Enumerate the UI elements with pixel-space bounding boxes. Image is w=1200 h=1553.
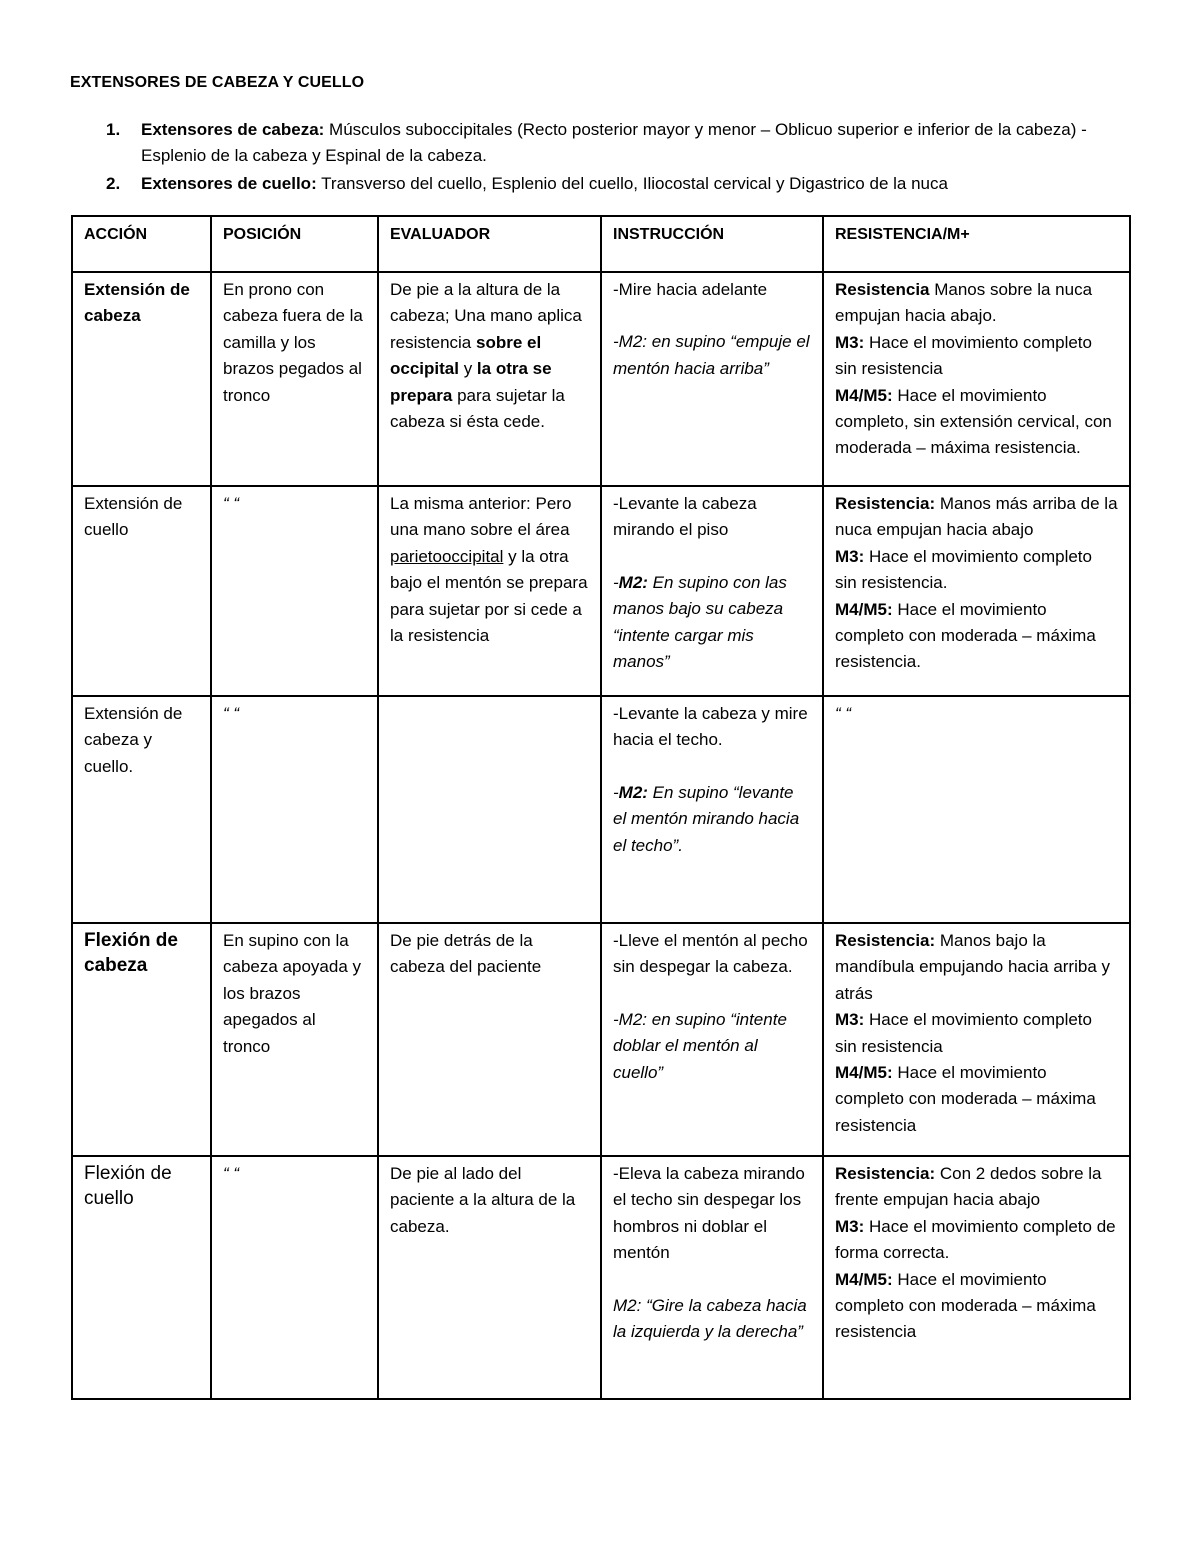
- cell-accion: Extensión de cabeza: [72, 272, 211, 486]
- grade-text: Hace el movimiento completo con moderada – máxima resistencia: [835, 1063, 1096, 1135]
- instruction-main: -Levante la cabeza y mire hacia el techo.: [613, 704, 808, 750]
- list-text: Transverso del cuello, Esplenio del cuello, Iliocostal cervical y Digastrico de la nuca: [316, 174, 948, 193]
- list-label: Extensores de cuello:: [141, 174, 317, 193]
- cell-text-underlined: parietooccipital: [390, 546, 504, 566]
- table-row: [72, 486, 1130, 696]
- m2-text: en supino “intente doblar el mentón al cuello”: [613, 1009, 787, 1082]
- cell-evaluador: [378, 272, 601, 486]
- resistance-label: Resistencia:: [835, 494, 936, 513]
- instruction-m2: [613, 1293, 811, 1346]
- m2-prefix: -: [613, 1009, 619, 1029]
- cell-resistencia: [823, 486, 1130, 696]
- muscle-list: [70, 117, 1130, 199]
- cell-instruccion: [601, 696, 823, 923]
- resistance-label: Resistencia:: [835, 931, 936, 950]
- cell-instruccion: [601, 1156, 823, 1399]
- m2-text: En supino con las manos bajo su cabeza “intente cargar mis manos”: [613, 572, 787, 672]
- cell-resistencia: [823, 923, 1130, 1156]
- cell-text: La misma anterior: Pero una mano sobre el área: [390, 494, 572, 540]
- grade-label: M3:: [835, 546, 865, 566]
- grade-text: Hace el movimiento completo de forma correcta.: [835, 1216, 1116, 1263]
- grade-text: Hace el movimiento completo sin resistencia.: [835, 546, 1092, 593]
- instruction-m2: [613, 1007, 811, 1086]
- header-resistencia: RESISTENCIA/M+: [823, 216, 1130, 272]
- table-row: [72, 272, 1130, 486]
- instruction-m2: [613, 570, 811, 676]
- list-number: 2.: [106, 174, 121, 193]
- cell-evaluador: [378, 696, 601, 923]
- resistance-text: Con 2 dedos sobre la frente empujan hacia abajo: [835, 1164, 1102, 1210]
- grade-label: M3:: [835, 1010, 865, 1030]
- m2-label: M2:: [618, 1009, 648, 1029]
- grade-label: M4/M5:: [835, 385, 893, 405]
- list-text: Músculos suboccipitales (Recto posterior mayor y menor – Oblicuo superior e inferior de la cabeza) - Esplenio de la cabeza y Espinal de la cabeza.: [141, 120, 1087, 165]
- grade-text: Hace el movimiento completo con moderada – máxima resistencia.: [835, 599, 1096, 672]
- cell-text-bold: la otra se prepara: [390, 359, 552, 405]
- cell-text: y la otra bajo el mentón se prepara para sujetar por si cede a la resistencia: [390, 546, 588, 646]
- cell-resistencia: [823, 1156, 1130, 1399]
- cell-posicion: “ “: [211, 696, 378, 923]
- m2-prefix: -: [613, 782, 619, 802]
- cell-text: De pie a la altura de la cabeza; Una mano aplica resistencia: [390, 280, 582, 352]
- cell-instruccion: [601, 272, 823, 486]
- m2-label: M2:: [613, 1295, 642, 1315]
- m2-text: “Gire la cabeza hacia la izquierda y la derecha”: [613, 1295, 807, 1342]
- cell-accion: Extensión de cabeza y cuello.: [72, 696, 211, 923]
- cell-accion: Flexión de cabeza: [72, 923, 211, 1156]
- resistance-text: Manos más arriba de la nuca empujan hacia abajo: [835, 494, 1118, 540]
- table-row: [72, 1156, 1130, 1399]
- cell-text: para sujetar la cabeza si ésta cede.: [390, 385, 565, 432]
- m2-text: En supino “levante el mentón mirando hacia el techo”.: [613, 782, 800, 855]
- list-item: [70, 171, 1130, 197]
- m2-prefix: -: [613, 572, 619, 592]
- header-evaluador: EVALUADOR: [378, 216, 601, 272]
- table-row: [72, 923, 1130, 1156]
- cell-text-bold: sobre el occipital: [390, 332, 542, 379]
- grade-text: Hace el movimiento completo con moderada – máxima resistencia: [835, 1269, 1096, 1342]
- header-instruccion: INSTRUCCIÓN: [601, 216, 823, 272]
- resistance-label: Resistencia:: [835, 1164, 936, 1183]
- m2-label: M2:: [618, 782, 648, 802]
- instruction-main: -Mire hacia adelante: [613, 280, 768, 299]
- table-header-row: [72, 216, 1130, 272]
- list-number: 1.: [106, 120, 121, 139]
- cell-accion: Flexión de cuello: [72, 1156, 211, 1399]
- instruction-m2: [613, 780, 811, 859]
- m2-text: en supino “empuje el mentón hacia arriba”: [613, 332, 810, 378]
- cell-posicion: En supino con la cabeza apoyada y los brazos apegados al tronco: [211, 923, 378, 1156]
- resistance-text: Manos sobre la nuca empujan hacia abajo.: [835, 280, 1093, 326]
- page-title: EXTENSORES DE CABEZA Y CUELLO: [70, 74, 365, 91]
- grade-text: Hace el movimiento completo sin resistencia: [835, 332, 1092, 379]
- table-row: [72, 696, 1130, 923]
- list-label: Extensores de cabeza:: [141, 120, 325, 139]
- cell-posicion: “ “: [211, 1156, 378, 1399]
- cell-evaluador: De pie al lado del paciente a la altura de la cabeza.: [378, 1156, 601, 1399]
- resistance-text: Manos bajo la mandíbula empujando hacia arriba y atrás: [835, 931, 1111, 1003]
- grade-label: M3:: [835, 332, 865, 352]
- list-item: [70, 117, 1130, 169]
- header-posicion: POSICIÓN: [211, 216, 378, 272]
- instruction-m2: [613, 329, 811, 382]
- m2-label: M2:: [618, 572, 648, 592]
- instruction-main: -Levante la cabeza mirando el piso: [613, 494, 757, 540]
- grade-text: Hace el movimiento completo, sin extensión cervical, con moderada – máxima resistencia.: [835, 385, 1112, 458]
- instruction-main: -Eleva la cabeza mirando el techo sin despegar los hombros ni doblar el mentón: [613, 1164, 805, 1263]
- cell-text: y: [458, 359, 477, 379]
- evaluation-table: [71, 215, 1131, 1400]
- grade-label: M4/M5:: [835, 1063, 893, 1083]
- cell-resistencia: “ “: [823, 696, 1130, 923]
- m2-label: M2:: [618, 332, 648, 352]
- grade-label: M4/M5:: [835, 599, 893, 619]
- instruction-main: -Lleve el mentón al pecho sin despegar la cabeza.: [613, 931, 808, 977]
- cell-posicion: “ “: [211, 486, 378, 696]
- cell-evaluador: De pie detrás de la cabeza del paciente: [378, 923, 601, 1156]
- header-accion: ACCIÓN: [72, 216, 211, 272]
- grade-label: M3:: [835, 1216, 865, 1236]
- cell-instruccion: [601, 923, 823, 1156]
- grade-text: Hace el movimiento completo sin resistencia: [835, 1010, 1092, 1056]
- cell-evaluador: [378, 486, 601, 696]
- cell-resistencia: [823, 272, 1130, 486]
- cell-accion: Extensión de cuello: [72, 486, 211, 696]
- m2-prefix: -: [613, 332, 619, 352]
- cell-posicion: En prono con cabeza fuera de la camilla y los brazos pegados al tronco: [211, 272, 378, 486]
- resistance-label: Resistencia: [835, 280, 930, 299]
- cell-instruccion: [601, 486, 823, 696]
- grade-label: M4/M5:: [835, 1269, 893, 1289]
